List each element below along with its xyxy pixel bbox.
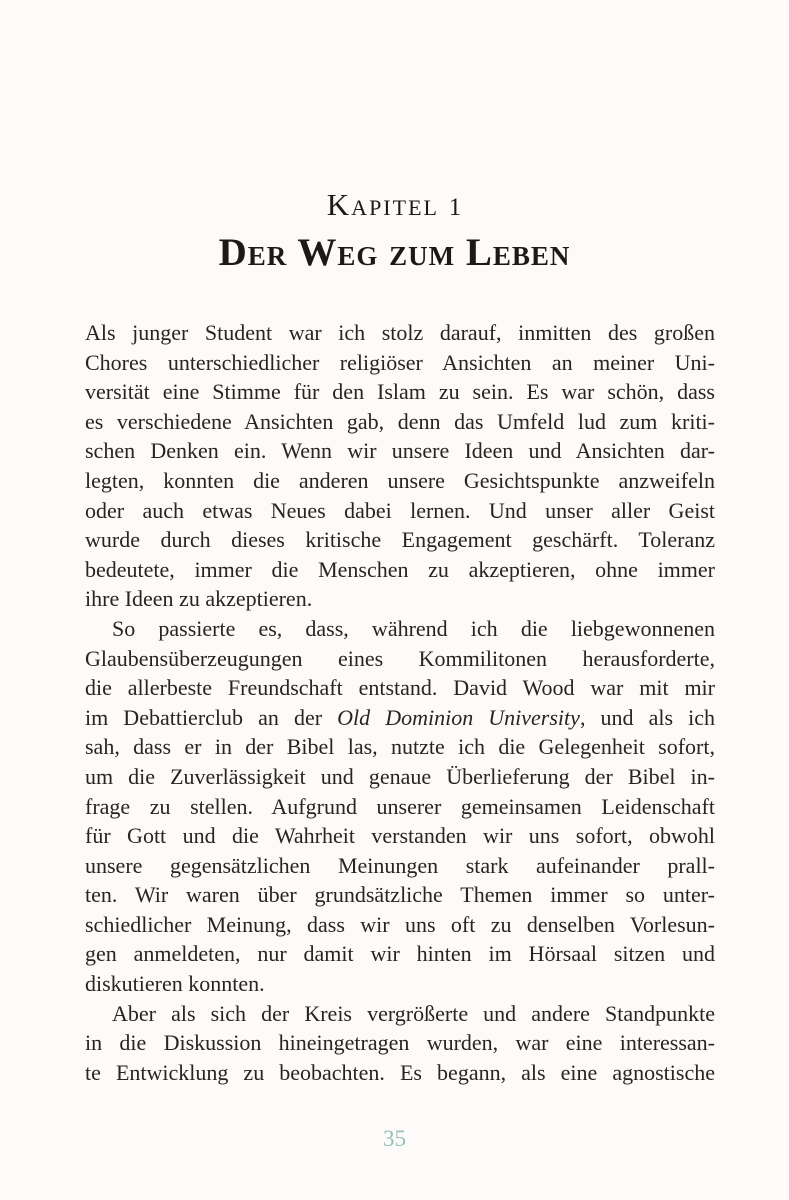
text-line: Glaubensüberzeugungen eines Kommilitonen herausforderte, [85,645,715,671]
text-line: es verschiedene Ansichten gab, denn das Umfeld lud zum kriti- [85,408,715,434]
paragraph-3 [85,999,715,1088]
text-line: diskutieren konnten. [85,971,265,997]
paragraph-2 [85,614,715,999]
chapter-number: 1 [448,194,463,221]
text-line: Als junger Student war ich stolz darauf, inmitten des großen [85,320,715,345]
book-institution-italic: Old Dominion University [337,704,580,730]
text-line: frage zu stellen. Aufgrund unserer gemeinsamen Leidenschaft [85,793,715,819]
text-line: ihre Ideen zu akzeptieren. [85,586,313,612]
chapter-label [0,189,789,220]
text-line: die allerbeste Freundschaft entstand. David Wood war mit mir [85,675,715,701]
text-line: legten, konnten die anderen unsere Gesichtspunkte anzweifeln [85,467,715,493]
text-line: schen Denken ein. Wenn wir unsere Ideen und Ansichten dar- [85,438,715,464]
chapter-title: Der Weg zum Leben [218,231,571,274]
text-line: schiedlicher Meinung, dass wir uns oft zu denselben Vorlesun- [85,911,715,937]
text-line: versität eine Stimme für den Islam zu sein. Es war schön, dass [85,379,715,405]
text-line: Chores unterschiedlicher religiöser Ansichten an meiner Uni- [85,349,715,375]
paragraph-1 [85,318,715,614]
page-number: 35 [383,1126,406,1151]
text-line: wurde durch dieses kritische Engagement geschärft. Toleranz [85,527,715,553]
text-line: oder auch etwas Neues dabei lernen. Und unser aller Geist [85,497,715,523]
text-segment: , und als ich [579,704,715,730]
text-segment: im Debattierclub an der [85,704,338,730]
text-line: in die Diskussion hineingetragen wurden, war eine interessan- [85,1030,715,1056]
text-line: um die Zuverlässigkeit und genaue Überlieferung der Bibel in- [85,763,715,789]
body-text [85,318,715,1087]
text-line-with-italic [85,703,715,733]
text-line: ten. Wir waren über grundsätzliche Themen immer so unter- [85,882,715,908]
text-line: gen anmeldeten, nur damit wir hinten im Hörsaal sitzen und [85,941,715,967]
chapter-label-word: Kapitel [326,187,439,222]
text-line: unsere gegensätzlichen Meinungen stark aufeinander prall- [85,852,715,878]
text-line: Aber als sich der Kreis vergrößerte und andere Standpunkte [112,1000,715,1026]
text-line: te Entwicklung zu beobachten. Es begann, als eine agnostische [85,1059,715,1085]
text-line: bedeutete, immer die Menschen zu akzeptieren, ohne immer [85,556,715,582]
text-line: So passierte es, dass, während ich die liebgewonnenen [112,615,715,641]
text-line: sah, dass er in der Bibel las, nutzte ich die Gelegenheit sofort, [85,734,715,760]
text-line: für Gott und die Wahrheit verstanden wir uns sofort, obwohl [85,823,715,849]
